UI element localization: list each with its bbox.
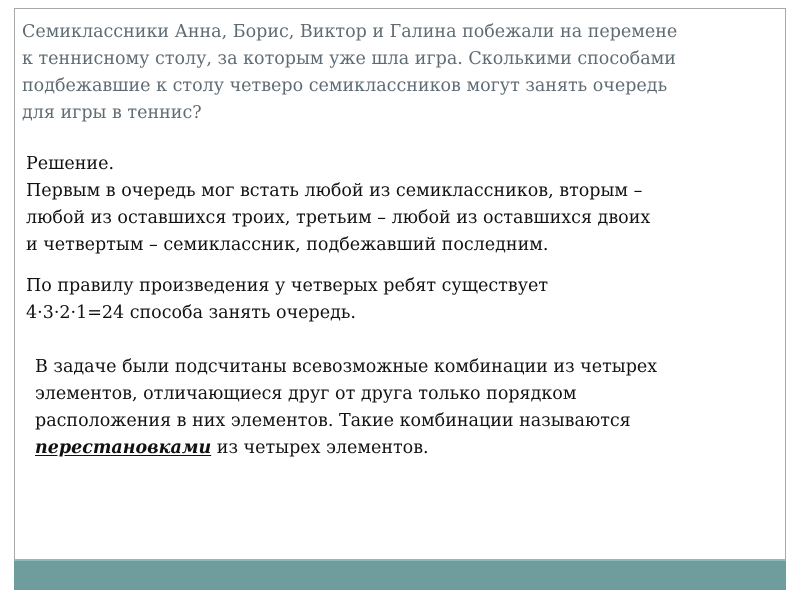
solution-line: и четвертым – семиклассник, подбежавший последним. — [26, 235, 549, 255]
problem-line: к теннисному столу, за которым уже шла игра. Сколькими способами — [22, 49, 676, 69]
solution-block — [26, 151, 766, 259]
conclusion-line: В задаче были подсчитаны всевозможные комбинации из четырех — [35, 357, 658, 377]
bottom-bar — [14, 559, 786, 590]
conclusion-last-line — [35, 435, 775, 462]
conclusion-line: расположения в них элементов. Такие комбинации называются — [35, 411, 631, 431]
conclusion-block — [35, 354, 775, 462]
problem-line: подбежавшие к столу четверо семиклассников могут занять очередь — [22, 76, 668, 96]
problem-line: Семиклассники Анна, Борис, Виктор и Галина побежали на перемене — [22, 22, 678, 42]
problem-line: для игры в теннис? — [22, 103, 202, 123]
conclusion-line: элементов, отличающиеся друг от друга только порядком — [35, 384, 577, 404]
solution-line: любой из оставшихся троих, третьим – любой из оставшихся двоих — [26, 208, 651, 228]
permutations-term: перестановками — [35, 438, 212, 458]
conclusion-tail: из четырех элементов. — [211, 438, 429, 458]
product-rule-block — [26, 273, 766, 327]
solution-line: Первым в очередь мог встать любой из семиклассников, вторым – — [26, 181, 643, 201]
solution-heading: Решение. — [26, 154, 115, 174]
rule-line: 4·3·2·1=24 способа занять очередь. — [26, 303, 356, 323]
problem-statement — [22, 19, 778, 127]
rule-line: По правилу произведения у четверых ребят существует — [26, 276, 549, 296]
